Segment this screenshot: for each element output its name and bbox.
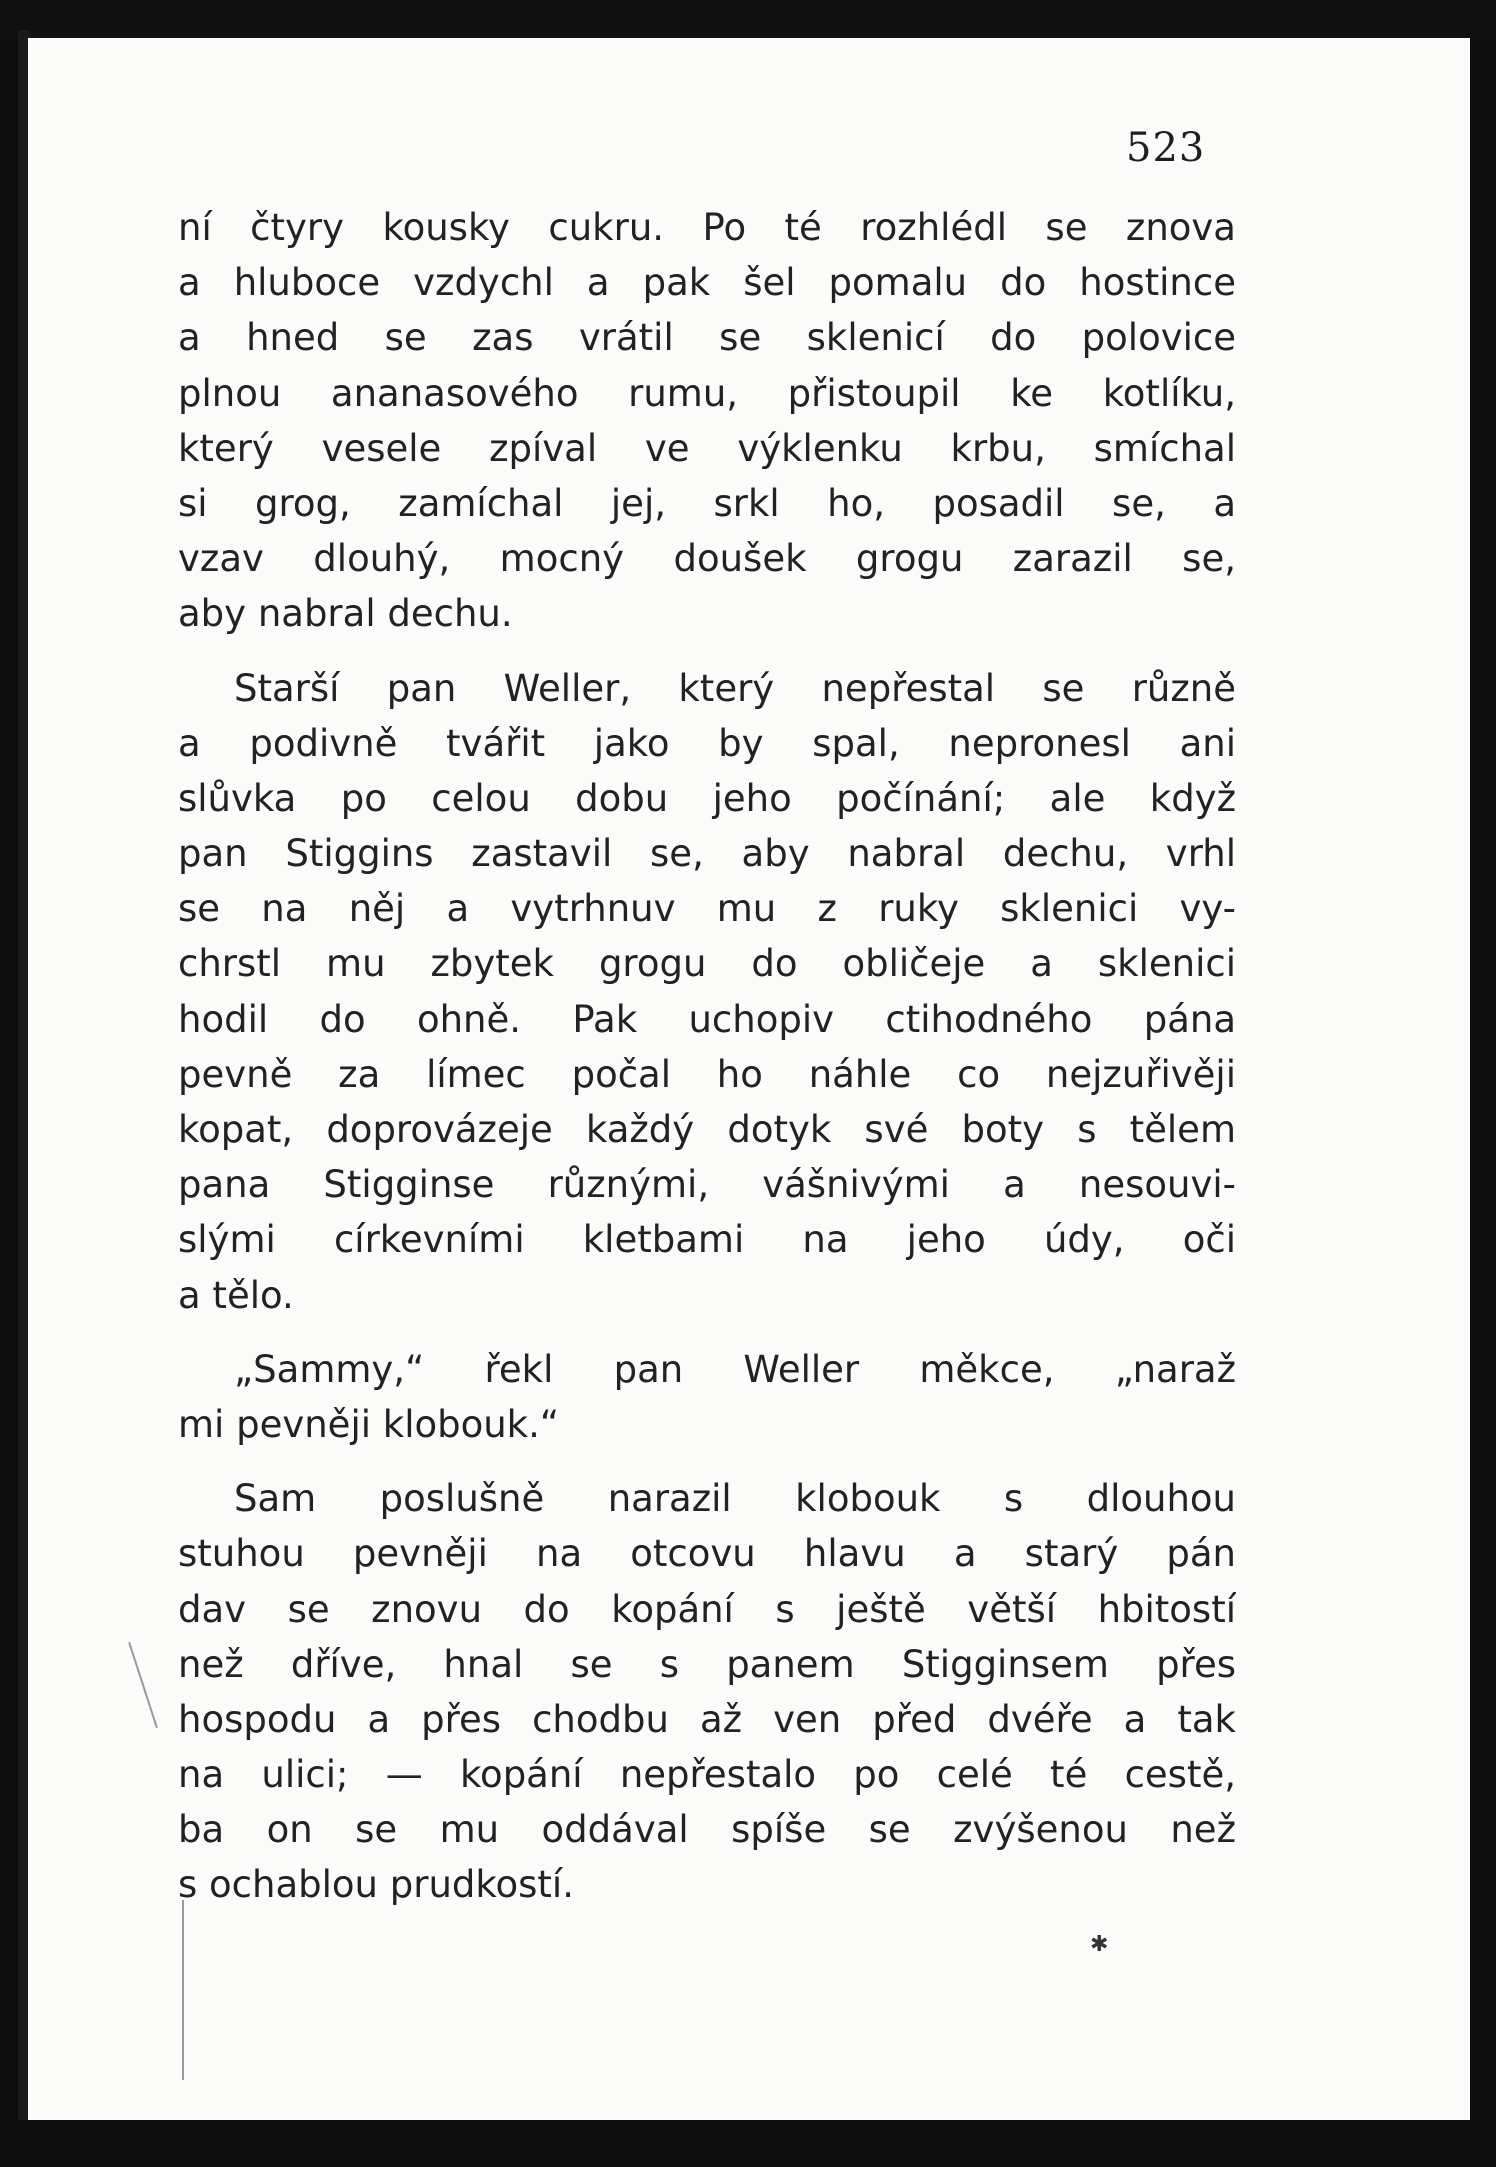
text-line: se na něj a vytrhnuv mu z ruky sklenici vy- <box>178 887 1236 931</box>
paragraph <box>178 661 1236 1323</box>
text-line: mi pevněji klobouk.“ <box>178 1402 560 1446</box>
text-line: slůvka po celou dobu jeho počínání; ale když <box>178 776 1236 820</box>
paragraph <box>178 1471 1236 1913</box>
text-line: ba on se mu oddával spíše se zvýšenou než <box>178 1808 1236 1852</box>
text-line: si grog, zamíchal jej, srkl ho, posadil se, a <box>178 481 1236 525</box>
text-line: pana Stigginse různými, vášnivými a nesouvi- <box>178 1163 1236 1207</box>
text-line: dav se znovu do kopání s ještě větší hbitostí <box>178 1587 1236 1631</box>
paragraph <box>178 1342 1236 1452</box>
paragraph <box>178 200 1236 642</box>
text-line: plnou ananasového rumu, přistoupil ke kotlíku, <box>178 371 1236 415</box>
text-line: a hluboce vzdychl a pak šel pomalu do hostince <box>178 261 1236 305</box>
text-line: a tělo. <box>178 1273 294 1317</box>
text-line: vzav dlouhý, mocný doušek grogu zarazil se, <box>178 537 1236 581</box>
scan-artifact <box>182 1900 184 2080</box>
text-line: Sam poslušně narazil klobouk s dlouhou <box>234 1477 1236 1521</box>
text-line: hospodu a přes chodbu až ven před dvéře a tak <box>178 1697 1236 1741</box>
paragraph-gap <box>178 1323 1236 1342</box>
text-line: stuhou pevněji na otcovu hlavu a starý pán <box>178 1532 1236 1576</box>
paragraph-gap <box>178 1452 1236 1471</box>
body-text <box>178 200 1236 1913</box>
page-number: 523 <box>1126 125 1206 171</box>
paragraph-gap <box>178 642 1236 661</box>
text-line: pevně za límec počal ho náhle co nejzuřivěji <box>178 1052 1236 1096</box>
text-line: chrstl mu zbytek grogu do obličeje a sklenici <box>178 942 1236 986</box>
text-line: hodil do ohně. Pak uchopiv ctihodného pána <box>178 997 1236 1041</box>
text-line: než dříve, hnal se s panem Stigginsem přes <box>178 1642 1236 1686</box>
text-line: a hned se zas vrátil se sklenicí do polovice <box>178 316 1236 360</box>
text-line: a podivně tvářit jako by spal, nepronesl ani <box>178 721 1236 765</box>
scan-border <box>0 0 1496 40</box>
text-line: který vesele zpíval ve výklenku krbu, smíchal <box>178 426 1236 470</box>
text-line: ní čtyry kousky cukru. Po té rozhlédl se znova <box>178 206 1236 249</box>
text-line: aby nabral dechu. <box>178 592 513 636</box>
text-line: pan Stiggins zastavil se, aby nabral dechu, vrhl <box>178 832 1236 876</box>
text-line: Starší pan Weller, který nepřestal se různě <box>234 666 1236 710</box>
text-line: slými církevními kletbami na jeho údy, oči <box>178 1218 1236 1262</box>
text-line: na ulici; — kopání nepřestalo po celé té cestě, <box>178 1753 1236 1797</box>
text-line: s ochablou prudkostí. <box>178 1863 574 1907</box>
asterisk-ornament-icon: ✱ <box>1090 1932 1109 1957</box>
text-line: „Sammy,“ řekl pan Weller měkce, „naraž <box>234 1347 1236 1391</box>
text-line: kopat, doprovázeje každý dotyk své boty s tělem <box>178 1108 1236 1151</box>
